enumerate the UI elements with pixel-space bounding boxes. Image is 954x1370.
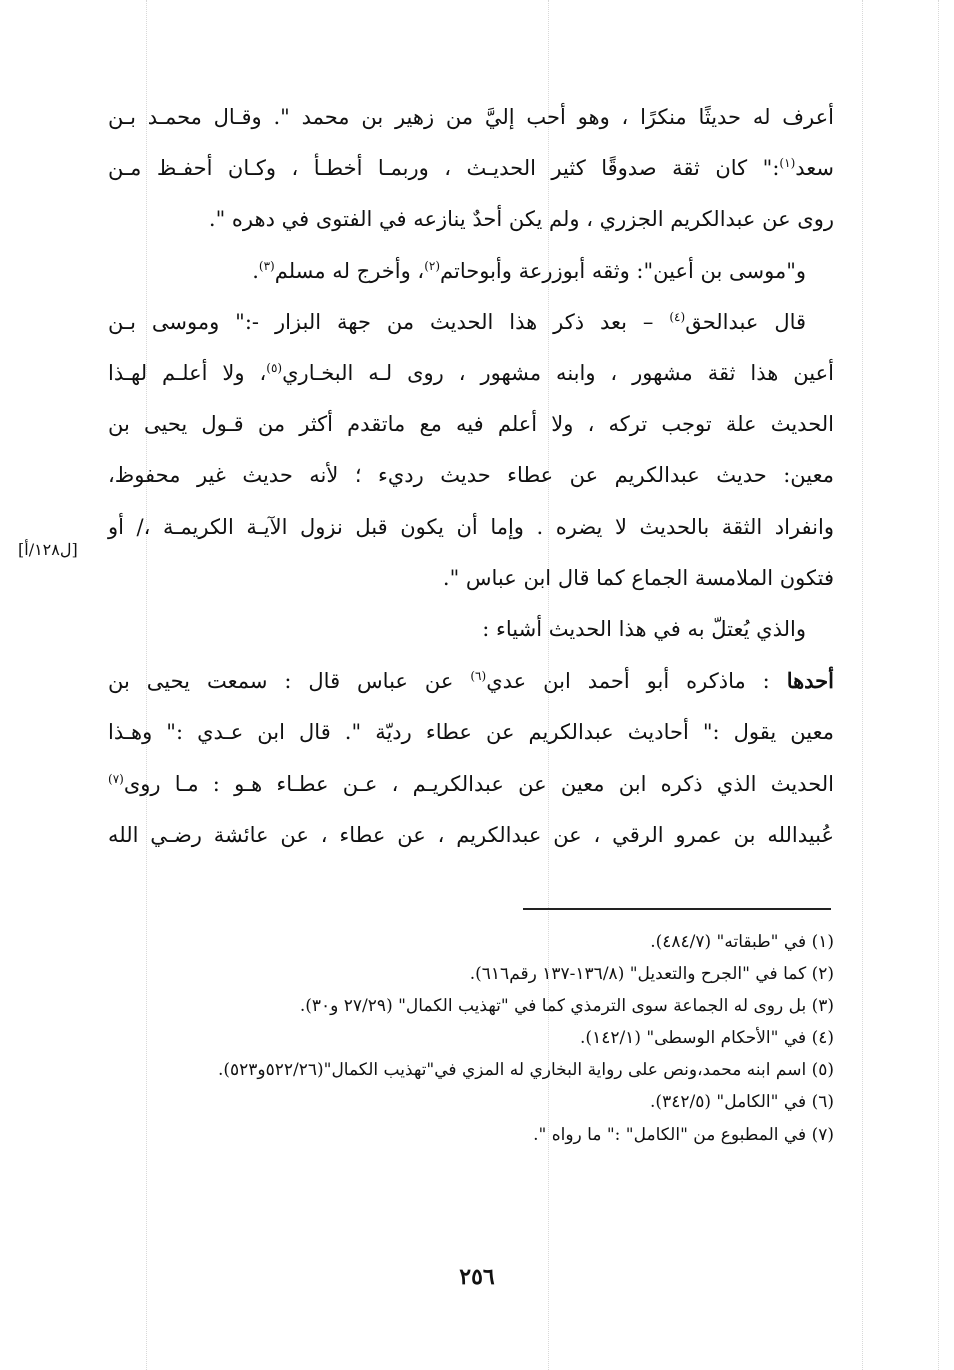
footnote-ref[interactable]: (٢) <box>424 258 441 273</box>
footnote: (٢) كما في "الجرح والتعديل" (١٣٦/٨-١٣٧ رقم٦١٦). <box>469 964 834 985</box>
text-line: عُبيدالله بن عمرو الرقي ، عن عبدالكريم ، عن عطاء ، عن عائشة رضـي الله <box>108 822 834 847</box>
footnote: (٤) في "الأحكام الوسطى" (١٤٢/١). <box>580 1028 834 1049</box>
text-line: الحديث علة توجب تركه ، ولا أعلم فيه مع ماتقدم أكثر من قـول يحيى بن <box>108 412 834 437</box>
footnote: (١) في "طبقاته" (٤٨٤/٧). <box>650 932 834 952</box>
scan-artifact <box>862 0 863 1370</box>
footnote: (٦) في "الكامل" (٣٤٢/٥). <box>650 1092 834 1113</box>
page-number: ٢٥٦ <box>459 1264 495 1290</box>
footnote-ref[interactable]: (٥) <box>266 361 283 376</box>
text-line: أعين هذا ثقة مشهور ، وابنه مشهور ، روى لـه البخـاري$^{(٥)}$، ولا أعلـم لهـذا <box>108 361 834 386</box>
footnote-ref[interactable]: (٣) <box>258 258 275 273</box>
footnote-ref[interactable]: (٤) <box>669 309 686 324</box>
footnote: (٧) في المطبوع من "الكامل" :" ما رواه ". <box>533 1124 834 1145</box>
footnote-ref[interactable]: (٦) <box>470 669 487 684</box>
text-line: الحديث الذي ذكره ابن معين عن عبدالكريـم ، عـن عطـاء هـو : مـا روى$^{(٧)}$ <box>108 771 834 796</box>
text-line: فتكون الملامسة الجماع كما قال ابن عباس ". <box>442 565 834 590</box>
manuscript-folio-note: [ل١٢٨/أ] <box>18 540 78 559</box>
text-line: قال عبدالحق$^{(٤)}$ – بعد ذكر هذا الحديث من جهة البزار -:" وموسى بـن <box>108 309 807 334</box>
text-line: أحدها : ماذكره أبو أحمد ابن عدي$^{(٦)}$ عن عباس قال : سمعت يحيى بن <box>108 668 834 694</box>
text-line: أعرف له حديثًا منكرًا ، وهو أحب إليَّ من زهير بن محمد ". وقـال محمـد بـن <box>108 105 834 129</box>
text-line: وانفراد الثقة بالحديث لا يضره . وإما أن يكون قبل نزول الآيـة الكريمـة ،/ أو <box>108 514 834 539</box>
text-line: سعد$^{(١)}$:" كان ثقة صدوقًا كثير الحديـث ، وربمـا أخطـأ ، وكـان أحفـظ مـن <box>108 156 834 181</box>
text-line: معين: حديث عبدالكريم عن عطاء حديث رديء ؛ لأنه حديث غير محفوظ، <box>108 463 834 488</box>
footnote: (٥) اسم ابنه محمد،ونص على رواية البخاري له المزي في"تهذيب الكمال"(٥٢٢/٢٦و٥٢٣). <box>217 1060 834 1081</box>
bold-term: أحدها <box>786 668 834 694</box>
footnotes <box>108 926 834 1151</box>
text-line: معين يقول :" أحاديث عبدالكريم عن عطاء رديّة ". قال ابن عـدي :" وهـذا <box>108 720 834 745</box>
footnote-ref[interactable]: (١) <box>779 156 796 171</box>
footnote-separator <box>523 908 831 910</box>
main-text <box>108 92 834 861</box>
text-line: روى عن عبدالكريم الجزري ، ولم يكن أحدٌ ينازعه في الفتوى في دهره ". <box>208 207 834 232</box>
text-line: و"موسى بن أعين": وثقه أبوزرعة وأبوحاتم$^{(٢)}$، وأخرج له مسلم$^{(٣)}$. <box>252 258 806 283</box>
text-line: والذي يُعتلّ به في هذا الحديث أشياء : <box>482 617 806 642</box>
scan-artifact <box>938 0 939 1370</box>
footnote-ref[interactable]: (٧) <box>108 771 124 786</box>
footnote: (٣) بل روى له الجماعة سوى الترمذي كما في "تهذيب الكمال" (٢٧/٢٩ و٣٠). <box>299 996 834 1017</box>
